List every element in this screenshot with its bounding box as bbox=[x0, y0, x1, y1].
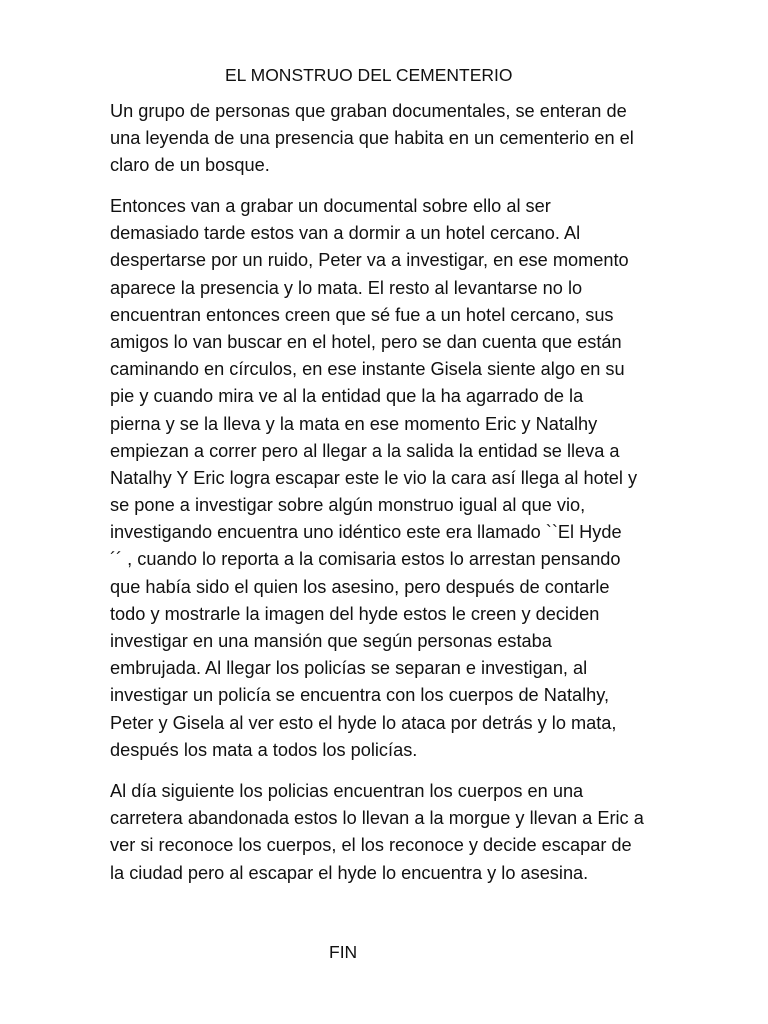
text-line: empiezan a correr pero al llegar a la salida la entidad se lleva a bbox=[110, 440, 620, 461]
text-line: Natalhy Y Eric logra escapar este le vio la cara así llega al hotel y bbox=[110, 467, 638, 488]
text-line: despertarse por un ruido, Peter va a investigar, en ese momento bbox=[110, 250, 629, 271]
text-line: Entonces van a grabar un documental sobre ello al ser bbox=[110, 196, 551, 216]
text-line: Un grupo de personas que graban documentales, se enteran de bbox=[110, 101, 627, 121]
text-line: después los mata a todos los policías. bbox=[110, 739, 418, 760]
text-line: todo y mostrarle la imagen del hyde estos le creen y deciden bbox=[110, 603, 600, 624]
text-line: ver si reconoce los cuerpos, el los reconoce y decide escapar de bbox=[110, 835, 632, 856]
text-line: carretera abandonada estos lo llevan a la morgue y llevan a Eric a bbox=[110, 808, 644, 829]
text-line: encuentran entonces creen que sé fue a un hotel cercano, sus bbox=[110, 304, 614, 325]
ending-text: FIN bbox=[329, 942, 358, 962]
text-line: embrujada. Al llegar los policías se separan e investigan, al bbox=[110, 658, 588, 679]
text-line: investigar un policía se encuentra con los cuerpos de Natalhy, bbox=[110, 685, 610, 706]
text-line: la ciudad pero al escapar el hyde lo encuentra y lo asesina. bbox=[110, 862, 589, 883]
text-line: pierna y se la lleva y la mata en ese momento Eric y Natalhy bbox=[110, 413, 598, 434]
text-line: Al día siguiente los policias encuentran los cuerpos en una bbox=[110, 781, 584, 801]
text-line: investigar en una mansión que según personas estaba bbox=[110, 631, 552, 651]
text-line: demasiado tarde estos van a dormir a un hotel cercano. Al bbox=[110, 223, 581, 244]
text-line: investigando encuentra uno idéntico este era llamado ``El Hyde bbox=[110, 522, 622, 543]
paragraph-2 bbox=[110, 193, 670, 764]
document-title: EL MONSTRUO DEL CEMENTERIO bbox=[225, 65, 513, 85]
text-line: caminando en círculos, en ese instante Gisela siente algo en su bbox=[110, 359, 625, 380]
text-line: ´´ , cuando lo reporta a la comisaria estos lo arrestan pensando bbox=[110, 549, 621, 570]
text-line: amigos lo van buscar en el hotel, pero se dan cuenta que están bbox=[110, 331, 622, 352]
paragraph-3 bbox=[110, 778, 670, 887]
paragraph-1 bbox=[110, 98, 670, 180]
text-line: una leyenda de una presencia que habita en un cementerio en el bbox=[110, 128, 634, 149]
text-line: claro de un bosque. bbox=[110, 155, 270, 176]
text-line: Peter y Gisela al ver esto el hyde lo ataca por detrás y lo mata, bbox=[110, 712, 617, 733]
text-line: pie y cuando mira ve al la entidad que la ha agarrado de la bbox=[110, 386, 584, 407]
text-line: que había sido el quien los asesino, pero después de contarle bbox=[110, 576, 610, 597]
text-line: aparece la presencia y lo mata. El resto al levantarse no lo bbox=[110, 277, 583, 298]
text-line: se pone a investigar sobre algún monstruo igual al que vio, bbox=[110, 495, 586, 516]
